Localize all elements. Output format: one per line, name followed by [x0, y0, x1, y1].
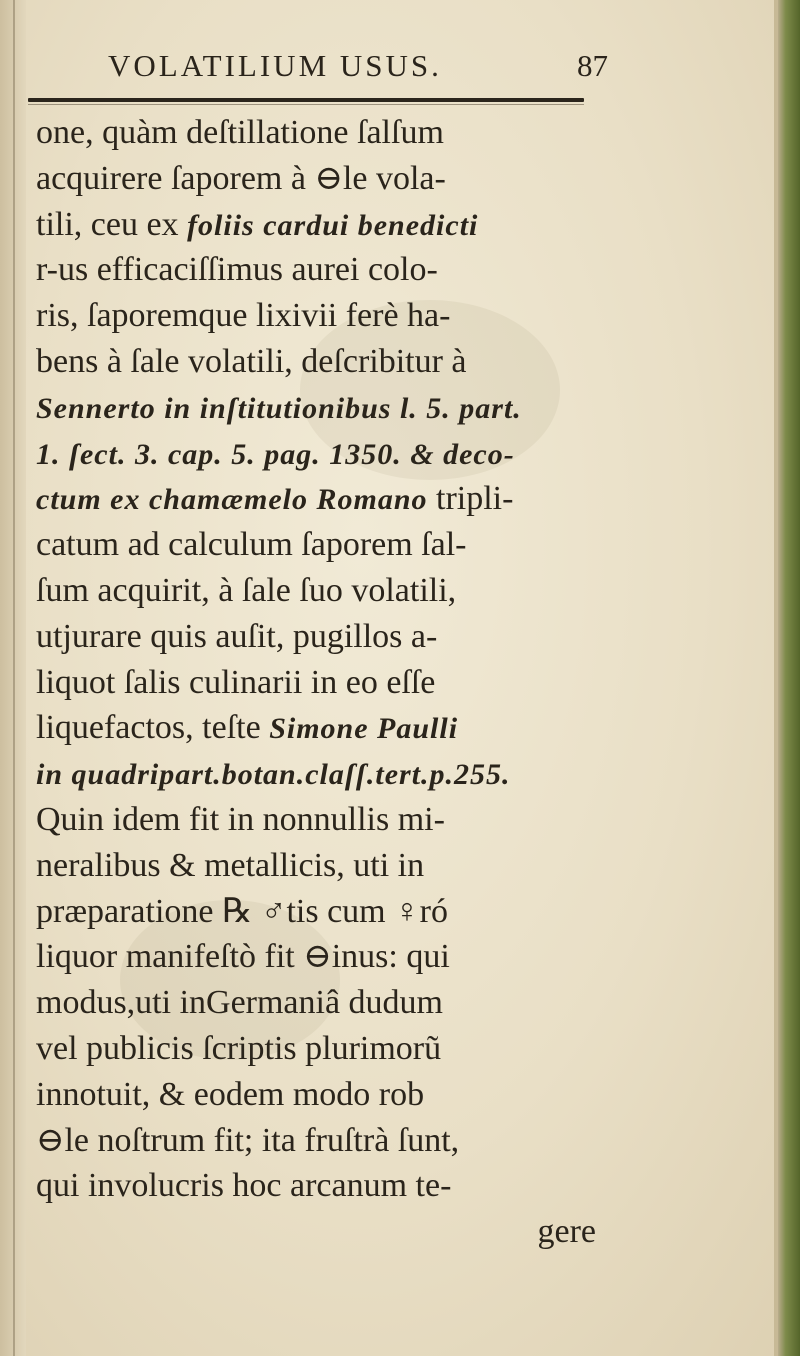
text-segment: liquefactos, teſte [36, 709, 270, 747]
text-line [36, 934, 636, 980]
text-line [36, 476, 636, 522]
text-segment: ſum acquirit, à ſale ſuo volatili, [36, 571, 457, 609]
text-segment: innotuit, & eodem modo rob [36, 1075, 425, 1113]
text-segment: præparatione ℞ ♂tis cum ♀ró [36, 892, 448, 930]
text-line [36, 614, 636, 660]
text-segment: r-us efficaciſſimus aurei colo- [36, 251, 438, 289]
text-line [36, 431, 636, 477]
text-segment: neralibus & metallicis, uti in [36, 846, 425, 884]
text-line [36, 889, 636, 935]
text-segment: ⊖le noſtrum fit; ita fruſtrà ſunt, [36, 1121, 460, 1159]
text-segment: qui involucris hoc arcanum te- [36, 1167, 452, 1205]
text-line [36, 1163, 636, 1209]
text-line [36, 1118, 636, 1164]
text-line [36, 705, 636, 751]
text-segment: utjurare quis auſit, pugillos a- [36, 617, 438, 655]
gutter-fold [13, 0, 15, 1356]
text-segment: vel publicis ſcriptis plurimorũ [36, 1029, 442, 1067]
text-segment: acquirere ſaporem à ⊖le vola- [36, 159, 446, 197]
italic-segment: Simone Paulli [269, 712, 459, 746]
italic-segment: ctum ex chamæmelo Romano [36, 483, 436, 517]
text-segment: tripli- [436, 480, 514, 518]
cover-edge [778, 0, 800, 1356]
text-line [36, 110, 636, 156]
catchword: gere [537, 1213, 596, 1251]
text-line [36, 797, 636, 843]
text-line [36, 980, 636, 1026]
text-line [36, 156, 636, 202]
header-rule-thin [28, 104, 584, 105]
italic-segment: in quadripart.botan.claſſ.tert.p.255. [36, 758, 511, 792]
text-line [36, 843, 636, 889]
page-number: 87 [577, 48, 608, 83]
text-segment: bens à ſale volatili, deſcribitur à [36, 342, 467, 380]
text-line [36, 660, 636, 706]
text-segment: Quin idem fit in nonnullis mi- [36, 800, 445, 838]
italic-segment: 1. ſect. 3. cap. 5. pag. 1350. & deco- [36, 437, 515, 471]
text-line [36, 1072, 636, 1118]
text-segment: catum ad calculum ſaporem ſal- [36, 526, 467, 564]
italic-segment: foliis cardui benedicti [187, 208, 479, 242]
page-header [108, 48, 608, 88]
text-line [36, 385, 636, 431]
running-title: VOLATILIUM USUS. [108, 48, 442, 83]
text-line [36, 293, 636, 339]
text-segment: liquot ſalis culinarii in eo eſſe [36, 663, 436, 701]
text-segment: one, quàm deſtillatione ſalſum [36, 114, 444, 151]
text-line [36, 568, 636, 614]
text-line [36, 522, 636, 568]
text-line [36, 339, 636, 385]
body-text [36, 110, 636, 1255]
header-rule [28, 98, 584, 102]
text-line [36, 1026, 636, 1072]
text-line [36, 751, 636, 797]
text-segment: tili, ceu ex [36, 205, 188, 243]
text-line [36, 202, 636, 248]
italic-segment: Sennerto in inſtitutionibus l. 5. part. [36, 391, 522, 425]
text-segment: liquor manifeſtò fit ⊖inus: qui [36, 938, 450, 976]
text-segment: ris, ſaporemque lixivii ferè ha- [36, 297, 451, 335]
text-line [36, 247, 636, 293]
text-segment: modus,uti inGermaniâ dudum [36, 984, 444, 1022]
